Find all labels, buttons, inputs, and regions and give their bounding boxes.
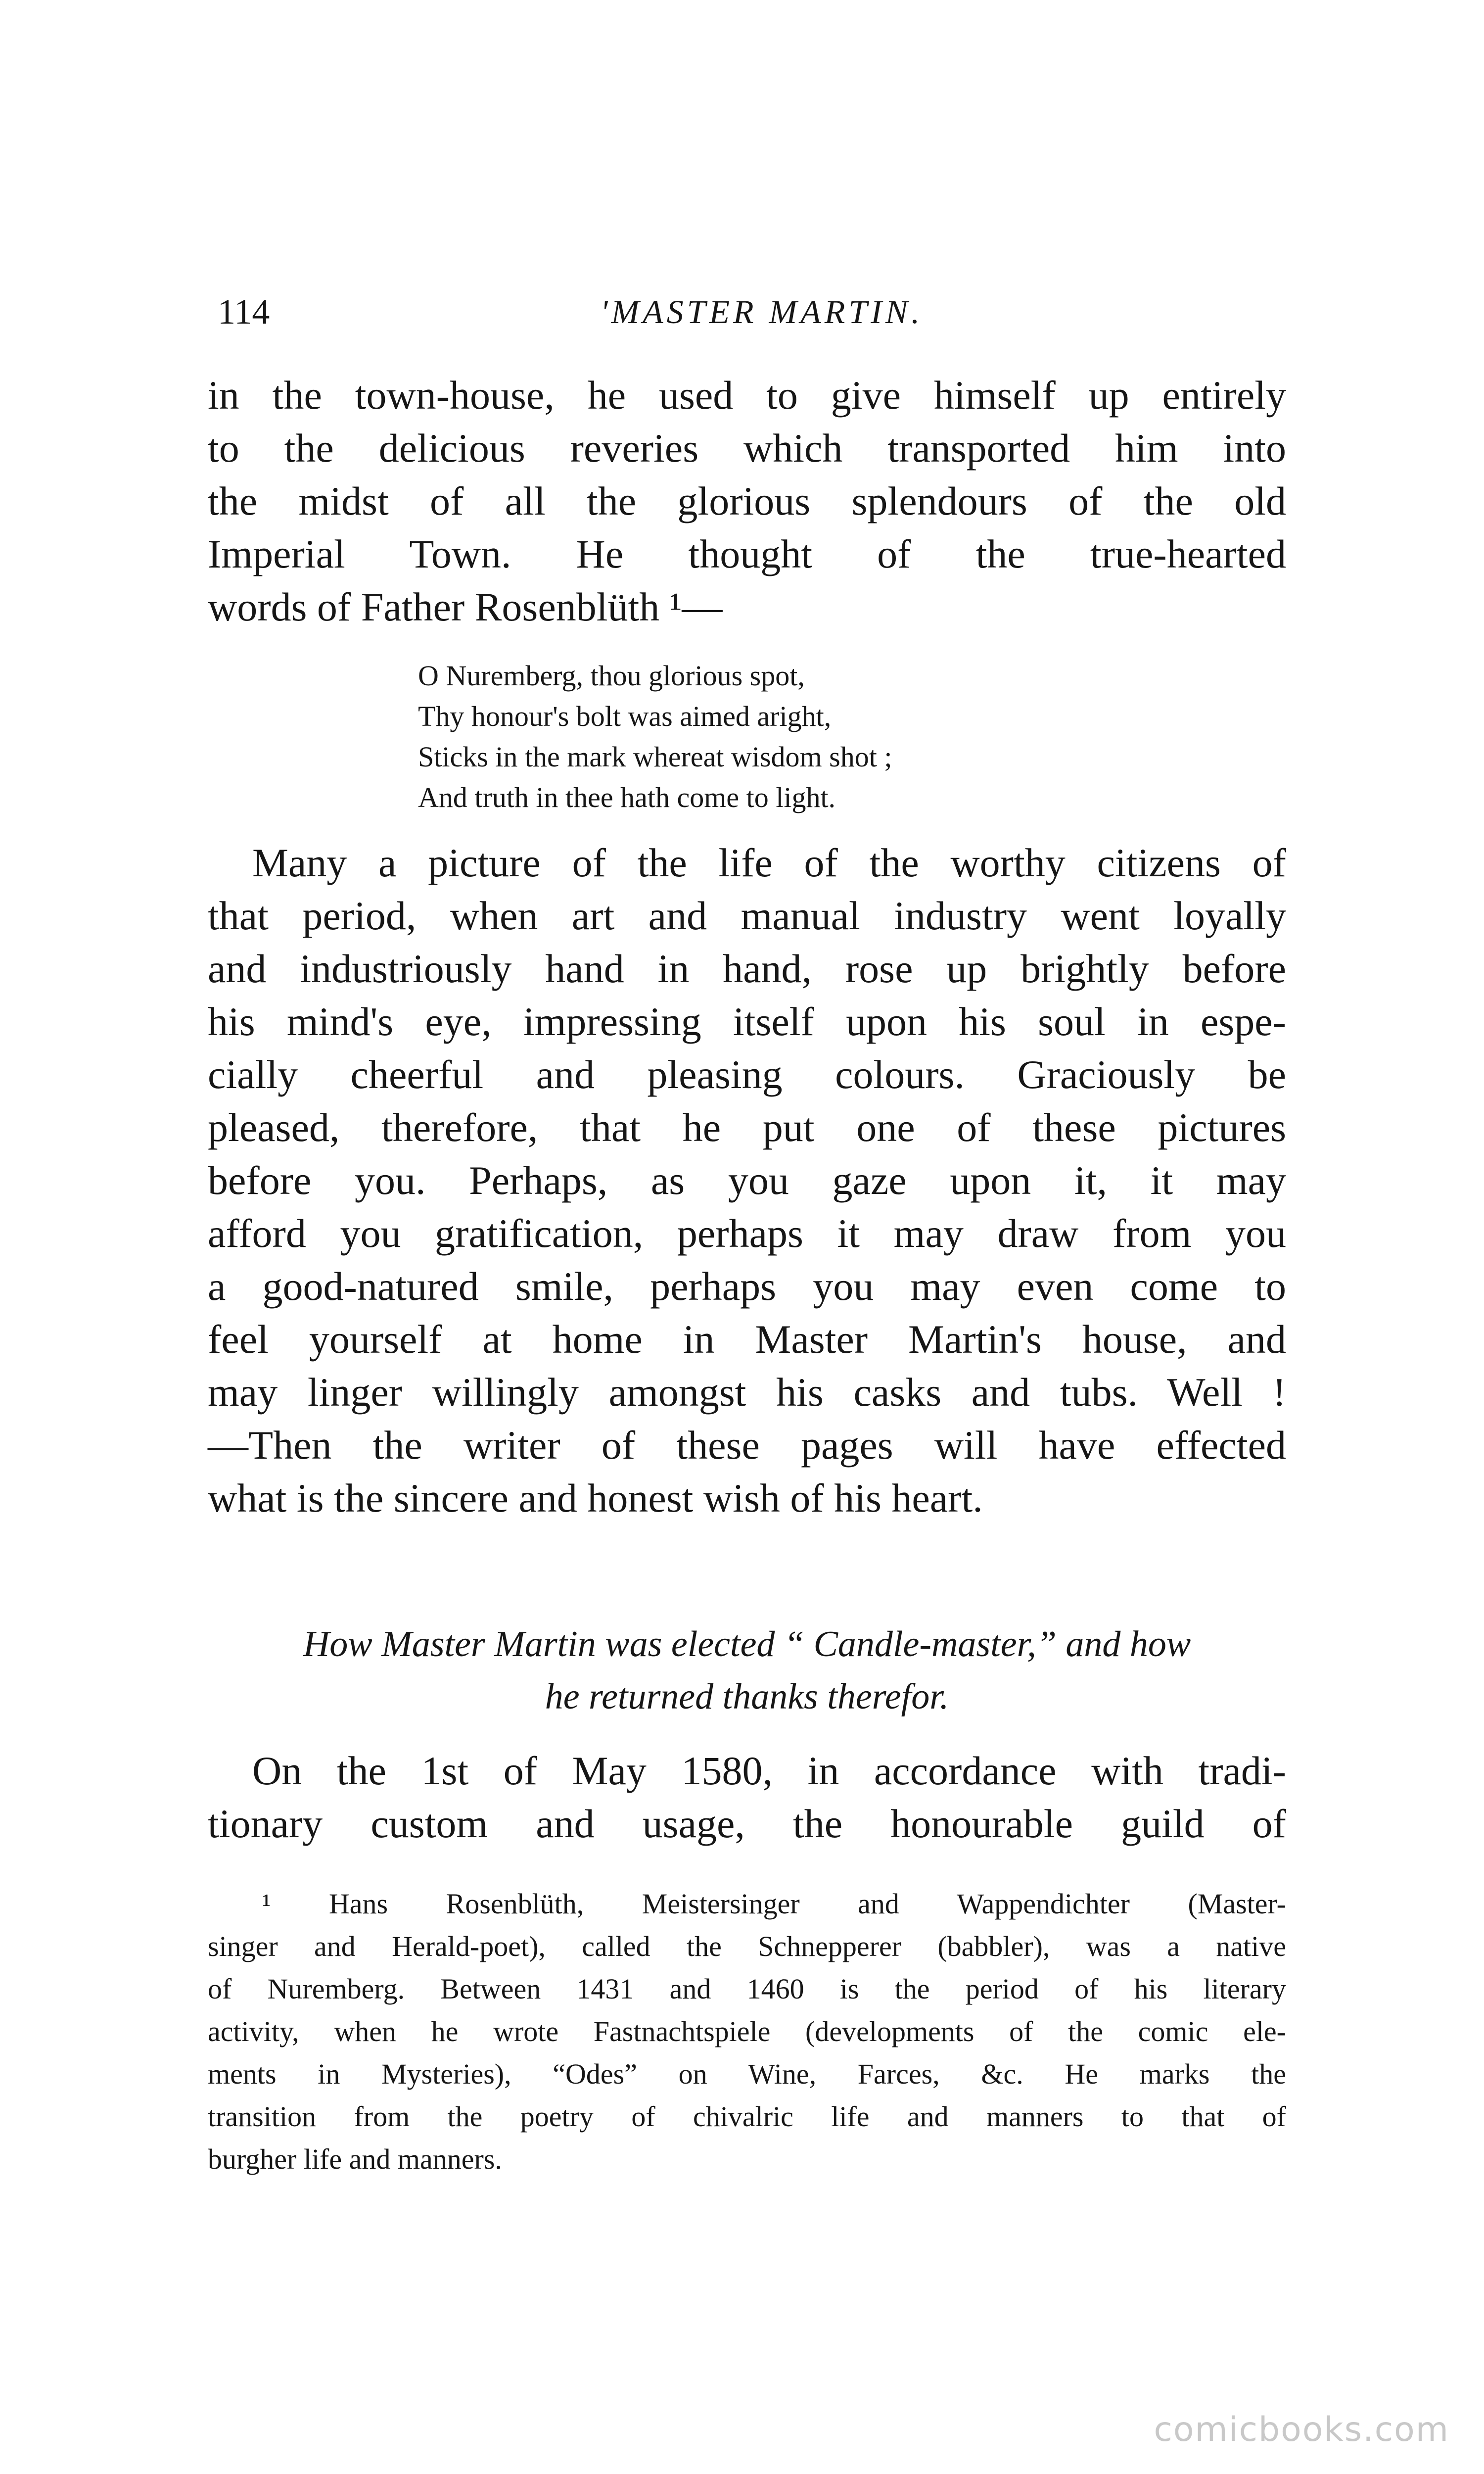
body-paragraph	[208, 836, 1286, 1524]
text-line: afford you gratification, perhaps it may draw from you	[208, 1211, 1286, 1256]
poem-quotation	[418, 656, 1209, 818]
footnote-line: burgher life and manners.	[208, 2143, 502, 2175]
footnote-line: ments in Mysteries), “Odes” on Wine, Farces, &c. He marks the	[208, 2058, 1286, 2090]
text-line: a good-natured smile, perhaps you may even come to	[208, 1264, 1286, 1309]
chapter-opening-paragraph	[208, 1744, 1286, 1850]
footnote-line: activity, when he wrote Fastnachtspiele (developments of the comic ele-	[208, 2015, 1286, 2047]
page-number: 114	[218, 292, 270, 332]
footnote	[208, 1883, 1286, 2181]
text-line: and industriously hand in hand, rose up brightly before	[208, 946, 1286, 991]
text-line: before you. Perhaps, as you gaze upon it, it may	[208, 1158, 1286, 1203]
footnote-line: of Nuremberg. Between 1431 and 1460 is the period of his literary	[208, 1973, 1286, 2005]
text-line: in the town-house, he used to give himself up entirely	[208, 373, 1286, 418]
chapter-heading	[208, 1618, 1286, 1723]
heading-line: he returned thanks therefor.	[545, 1676, 949, 1717]
text-line: —Then the writer of these pages will have effected	[208, 1423, 1286, 1468]
text-line: tionary custom and usage, the honourable guild of	[208, 1801, 1286, 1846]
text-line: feel yourself at home in Master Martin's house, and	[208, 1317, 1286, 1362]
text-line: his mind's eye, impressing itself upon his soul in espe-	[208, 999, 1286, 1044]
text-line: to the delicious reveries which transported him into	[208, 426, 1286, 471]
poem-verse: Sticks in the mark whereat wisdom shot ;	[418, 741, 892, 773]
running-title: 'MASTER MARTIN.	[600, 293, 924, 331]
footnote-line: transition from the poetry of chivalric life and manners to that of	[208, 2100, 1286, 2133]
text-line: that period, when art and manual industry went loyally	[208, 893, 1286, 938]
text-line: words of Father Rosenblüth ¹—	[208, 584, 723, 629]
footnote-line: ¹ Hans Rosenblüth, Meistersinger and Wappendichter (Master-	[262, 1888, 1286, 1920]
text-line: cially cheerful and pleasing colours. Graciously be	[208, 1052, 1286, 1097]
heading-line: How Master Martin was elected “ Candle-master,” and how	[303, 1624, 1191, 1665]
poem-verse: And truth in thee hath come to light.	[418, 781, 836, 813]
intro-paragraph	[208, 369, 1286, 633]
text-line: what is the sincere and honest wish of his heart.	[208, 1475, 983, 1521]
poem-verse: O Nuremberg, thou glorious spot,	[418, 660, 805, 692]
watermark: comicbooks.com	[1154, 2410, 1449, 2449]
text-line: pleased, therefore, that he put one of these pictures	[208, 1105, 1286, 1150]
running-head	[218, 285, 1306, 339]
text-line: the midst of all the glorious splendours of the old	[208, 478, 1286, 523]
footnote-line: singer and Herald-poet), called the Schnepperer (babbler), was a native	[208, 1930, 1286, 1962]
text-line: may linger willingly amongst his casks and tubs. Well !	[208, 1370, 1286, 1415]
text-line: Imperial Town. He thought of the true-hearted	[208, 531, 1286, 576]
text-line: On the 1st of May 1580, in accordance with tradi-	[252, 1748, 1286, 1793]
text-line: Many a picture of the life of the worthy citizens of	[252, 840, 1286, 885]
poem-verse: Thy honour's bolt was aimed aright,	[418, 700, 832, 732]
